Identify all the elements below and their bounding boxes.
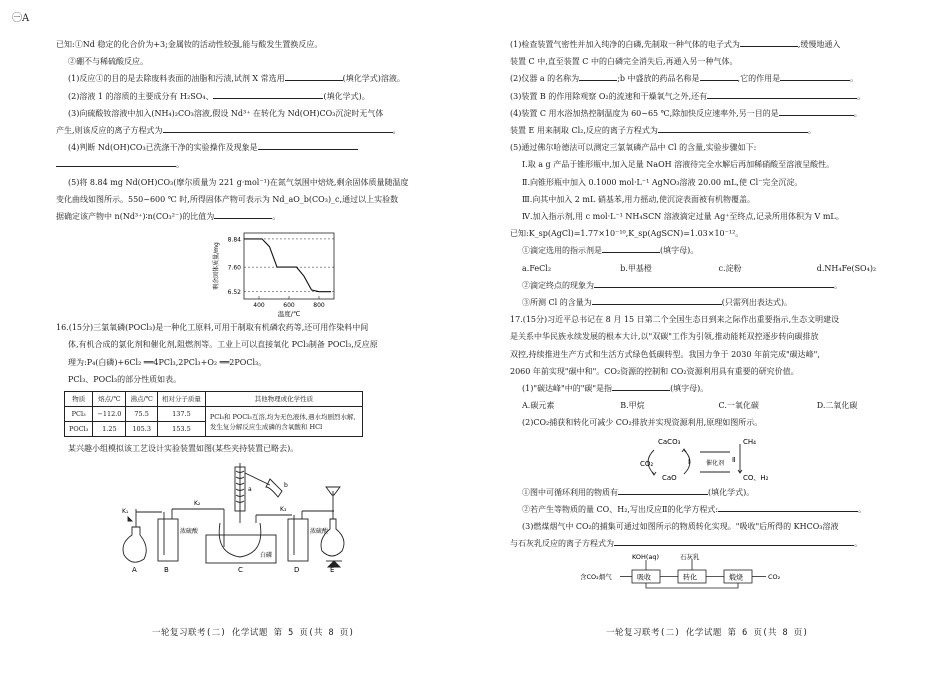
option-b[interactable]: b.甲基橙 [620,263,652,273]
species-label: CH₄ [743,437,756,446]
table-cell: 105.3 [126,422,157,437]
table-note-cell: PCl₃和 POCl₃互溶,均为无色液体,遇水均剧烈水解,发生复分解反应生成磷的含氧酸和 HCl [205,407,362,437]
valve-label: K₃ [280,506,287,514]
q-text: ②滴定终点的现象为 [522,280,594,290]
question-line: Ⅱ.向锥形瓶中加入 0.1000 mol·L⁻¹ AgNO₃溶液 20.00 mL,使 Cl⁻完全沉淀。 [522,177,803,187]
flow-step: 转化 [683,573,697,582]
q-text: 。 [272,212,281,222]
q-text: (4)判断 Nd(OH)CO₃已洗涤干净的实验操作及现象是 [68,143,258,153]
question-line [510,484,915,501]
left-page [56,36,461,575]
q-text: (填字母)。 [670,384,709,394]
instrument-label: a [248,486,252,494]
properties-table [64,391,363,437]
reaction-label: Ⅱ [732,455,736,464]
table-cell: PCl₃ [65,407,93,422]
answer-blank[interactable] [285,70,343,81]
table-row [65,407,363,422]
question-line: 双控,持续推进生产方式和生活方式绿色低碳转型。我国力争于 2030 年前完成"碳达峰", [510,349,820,359]
question-line [510,105,915,122]
answer-blank[interactable] [56,156,176,167]
q-text: (1)"碳达峰"中的"碳"是指 [522,384,613,394]
reagent-label: 浓硫酸 [310,528,329,536]
answer-blank[interactable] [602,242,660,253]
table-cell: 1.25 [93,422,126,437]
answer-blank[interactable] [258,139,358,150]
option-d[interactable]: d.NH₄Fe(SO₄)₂ [816,263,877,273]
apparatus-label: B [164,566,169,575]
q-text: 。 [858,504,867,514]
apparatus-label: D [294,566,300,575]
apparatus-diagram [120,457,420,575]
q-text: ①图中可循环利用的物质有 [522,487,618,497]
question-line: Ⅲ.向其中加入 2 mL 硝基苯,用力摇动,使沉淀表面被有机物覆盖。 [522,194,755,204]
flow-step: 煅烧 [729,573,743,582]
q-text: (3)装置 B 的作用除观察 O₂的流速和干燥氧气之外,还有 [510,91,708,101]
question-line: 是关系中华民族永续发展的根本大计,以"双碳"工作为引领,推动能耗双控逐步转向碳排放 [510,332,819,342]
valve-label: K₁ [122,508,129,516]
answer-blank[interactable] [779,105,854,116]
table-header: 物质 [65,392,93,407]
q-text: 。 [853,108,862,118]
y-axis-label: 剩余固体质量/mg [213,242,220,291]
question-line: (5)通过佛尔哈德法可以测定三氯氧磷产品中 Cl 的含量,实验步骤如下: [510,143,757,153]
question-line [510,88,915,105]
question-line [510,36,915,53]
answer-blank[interactable] [658,122,808,133]
mass-curve [244,239,331,292]
answer-blank[interactable] [214,208,272,219]
answer-blank[interactable] [594,277,834,288]
valve-label: K₂ [194,500,201,508]
question-line: 已知:K_sp(AgCl)=1.77×10⁻¹⁰,K_sp(AgSCN)=1.03×10⁻¹²。 [510,229,744,239]
table-cell: 75.5 [126,407,157,422]
answer-blank[interactable] [614,535,854,546]
reagent-label: 白磷 [260,552,273,560]
text-line: ②硼不与稀硫酸反应。 [68,57,148,67]
q-text: ,缓慢地通入 [797,40,841,49]
x-tick-label: 800 [313,302,325,310]
reagent-label: 浓硫酸 [180,528,199,536]
y-tick-label: 6.52 [227,289,241,297]
x-axis-label: 温度/℃ [277,310,301,319]
question-line [56,156,461,173]
q-text: 与石灰乳反应的离子方程式为 [510,539,614,549]
flow-reagent: KOH(aq) [632,553,660,562]
q-text: ①滴定选用的指示剂是 [522,246,602,256]
right-page [510,36,915,590]
question-line: 理为:P₄(白磷)+6Cl₂ ══4PCl₃,2PCl₃+O₂ ══2POCl₃。 [68,357,267,367]
question-line [510,70,915,87]
plot-frame [244,233,334,299]
question-line [56,208,461,225]
q-text: 产生,则该反应的离子方程式为 [56,126,163,136]
question-line: (3)燃煤烟气中 CO₂的捕集可通过如图所示的物质转化实现。"吸收"后所得的 KHCO₃溶液 [522,522,839,532]
flow-input: 含CO₂烟气 [580,573,612,582]
species-label: CaO [662,473,677,482]
table-cell: 137.5 [157,407,205,422]
option-a[interactable]: A.碳元素 [522,401,555,411]
reaction-label: Ⅰ [688,457,691,466]
table-header: 熔点/℃ [93,392,126,407]
flow-output: CO₂ [768,573,781,582]
option-row [510,397,915,414]
y-tick-label: 8.84 [227,236,241,244]
q-text: 。 [807,126,816,136]
option-b[interactable]: B.甲烷 [620,401,645,411]
answer-blank[interactable] [579,70,617,81]
apparatus-label: A [132,566,137,575]
q-text: (1)检查装置气密性并加入纯净的白磷,先制取一种气体的电子式为 [510,40,740,49]
question-line [56,70,461,87]
co2-cycle-diagram [640,432,790,484]
q-text: ②若产生等物质的量 CO、H₂,写出反应Ⅱ的化学方程式: [522,504,719,514]
question-line: (3)向硫酸钕溶液中加入(NH₄)₂CO₃溶液,假设 Nd³⁺ 在转化为 Nd(OH)CO₃沉淀时无气体 [68,108,384,118]
question-line: (2)CO₂捕获和转化可减少 CO₂排放并实现资源利用,原理如图所示。 [522,418,763,428]
answer-blank[interactable] [618,484,708,495]
species-label: CO、H₂ [743,473,769,482]
q-text: (4)装置 C 用水浴加热控制温度为 60~65 ℃,除加快反应速率外,另一目的是 [510,108,779,118]
q-text: 。 [854,539,862,549]
q-text: (2)仪器 a 的名称为 [510,74,580,84]
option-c[interactable]: C.一氧化碳 [718,401,759,411]
q-text: 。 [857,91,866,101]
q-text: 。 [834,280,842,290]
table-cell: POCl₃ [65,422,93,437]
question-line: 16.(15分)三氯氧磷(POCl₃)是一种化工原料,可用于制取有机磷农药等,还可用作染料中间 [56,323,369,333]
answer-blank[interactable] [718,501,858,512]
q-text: ③所测 Cl 的含量为 [522,298,592,308]
apparatus-label: C [238,566,243,575]
co2-capture-flowchart [580,552,830,590]
question-line [510,380,915,397]
answer-blank[interactable] [592,294,722,305]
question-line: PCl₃、POCl₃的部分性质如表。 [68,374,182,384]
question-line [510,501,915,518]
q-text: (填化学式)。 [708,487,755,497]
question-line: 体,有机合成的氯化剂和催化剂,阻燃剂等。工业上可以直接氧化 PCl₃制备 POCl₃,反应原 [68,340,378,350]
q-text: (只需列出表达式)。 [721,298,793,308]
q-text: 。 [392,126,401,136]
instrument-label: b [284,482,288,490]
question-line [510,122,915,139]
question-line: 装置 C 中,直至装置 C 中的白磷完全消失后,再通入另一种气体。 [510,57,738,67]
table-header-row [65,392,363,407]
q-text: (1)反应①的目的是去除废料表面的油脂和污渍,试剂 X 常选用 [68,74,285,84]
answer-blank[interactable] [163,122,393,133]
exam-badge: ㊀A [12,13,30,24]
answer-blank[interactable] [707,88,857,99]
q-text: ;b 中盛放的药品名称是 [617,74,700,84]
question-line [510,242,915,259]
q-text: ,它的作用是 [737,74,781,84]
q-text: (填化学式)。 [323,91,370,101]
answer-blank[interactable] [700,70,738,81]
x-tick-label: 400 [253,302,265,310]
option-c[interactable]: c.淀粉 [718,263,742,273]
table-cell: 153.5 [157,422,205,437]
option-a[interactable]: a.FeCl₂ [522,263,552,273]
question-line [56,88,461,105]
question-line: 2060 年前实现"碳中和"。CO₂资源的控制和 CO₂资源利用具有重要的研究价值。 [510,366,799,376]
catalyst-label: 催化剂 [706,459,725,467]
text-line: 已知:①Nd 稳定的化合价为+3;金属钕的活动性较强,能与酸发生置换反应。 [56,40,323,49]
y-tick-label: 7.60 [227,264,241,272]
question-line [56,122,461,139]
question-line [510,294,915,311]
species-label: CO₂ [640,459,654,468]
question-line: Ⅳ.加入指示剂,用 c mol·L⁻¹ NH₄SCN 溶液滴定过量 Ag⁺至终点,记录所用体积为 V mL。 [522,212,844,222]
q-text: (填化学式)溶液。 [342,74,405,84]
q-text: (2)溶液 1 的溶质的主要成分有 H₂SO₄、 [68,91,214,101]
question-line: (5)将 8.84 mg Nd(OH)CO₃(摩尔质量为 221 g·mol⁻¹)在氮气氛围中焙烧,剩余固体质量随温度 [68,177,409,187]
answer-blank[interactable] [740,36,798,47]
question-line: 17.(15分)习近平总书记在 8 月 15 日第二个全国生态日到来之际作出重要指示,生态文明建设 [510,315,840,325]
question-line: 某兴趣小组模拟该工艺设计实验装置如图(某些夹持装置已略去)。 [68,444,299,454]
page-footer: 一轮复习联考(二) 化学试题 第 5 页(共 8 页) [152,628,355,638]
option-row [510,260,915,277]
q-text: 。 [850,74,859,84]
table-cell: −112.0 [93,407,126,422]
question-line [510,535,915,552]
table-header: 相对分子质量 [157,392,205,407]
question-line: 变化曲线如图所示。550~600 ℃ 时,所得固体产物可表示为 Nd_aO_b(CO₃)_c,通过以上实验数 [56,194,399,204]
question-line [56,139,461,156]
answer-blank[interactable] [780,70,850,81]
q-text: 装置 E 用来制取 Cl₂,反应的离子方程式为 [510,126,658,136]
table-header: 其他物理或化学性质 [205,392,362,407]
answer-blank[interactable] [213,88,323,99]
question-line: Ⅰ.取 a g 产品于锥形瓶中,加入足量 NaOH 溶液待完全水解后再加稀硝酸至溶液呈酸性。 [522,160,835,170]
flow-reagent: 石灰乳 [680,553,700,562]
q-text: (填字母)。 [660,246,699,256]
q-text: 。 [176,160,184,170]
option-d[interactable]: D.二氧化碳 [816,401,858,411]
table-header: 沸点/℃ [126,392,157,407]
mass-temperature-chart [204,227,354,319]
q-text: 据确定该产物中 n(Nd³⁺)∶n(CO₃²⁻)的比值为 [56,212,215,222]
species-label: CaCO₃ [658,437,681,446]
answer-blank[interactable] [612,380,670,391]
x-tick-label: 600 [283,302,295,310]
question-line [510,277,915,294]
flow-step: 吸收 [637,573,651,582]
page-footer: 一轮复习联考(二) 化学试题 第 6 页(共 8 页) [606,628,809,638]
apparatus-label: E [330,566,335,575]
